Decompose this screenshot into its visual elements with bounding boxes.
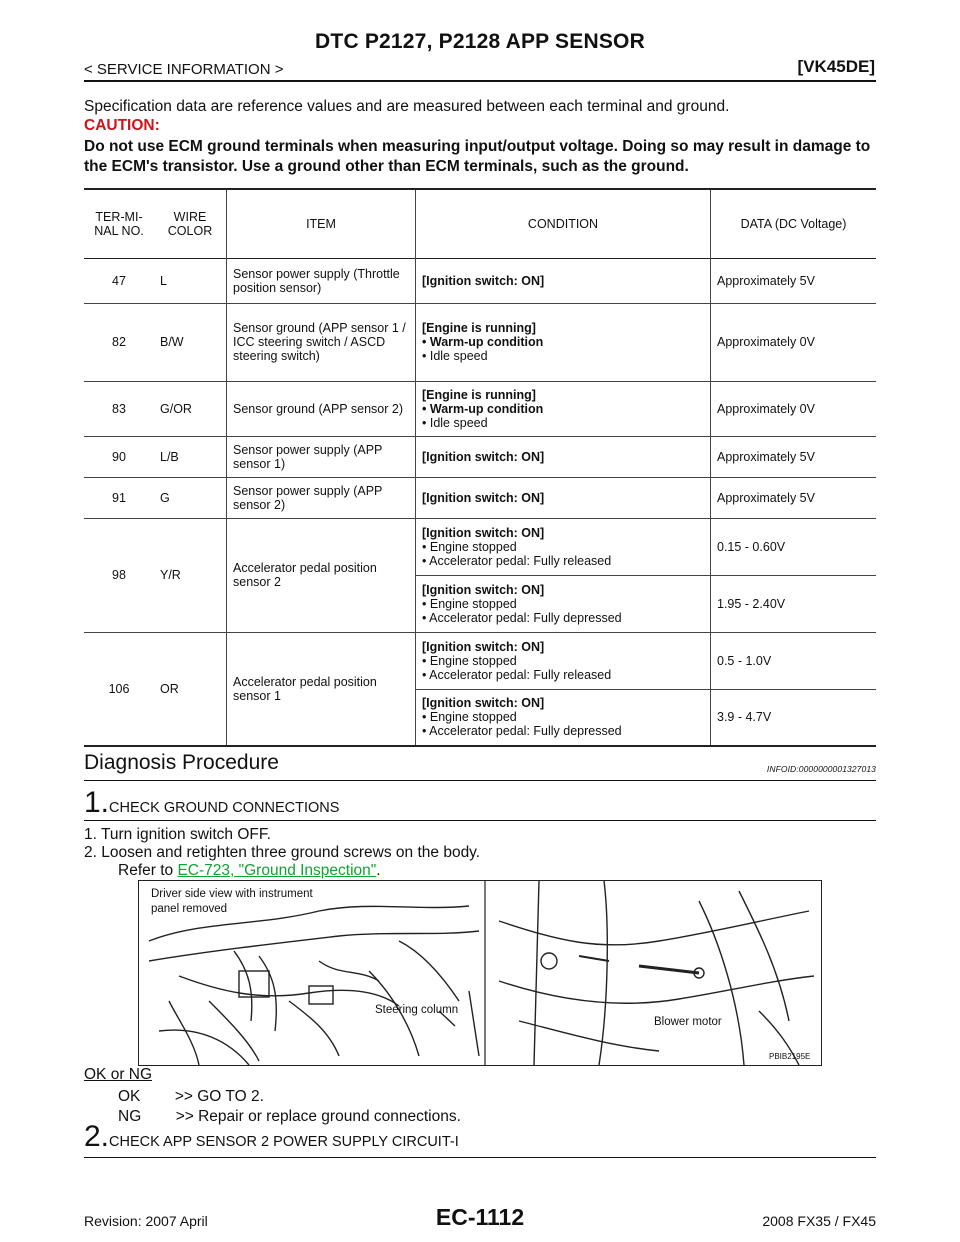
engine-code: [VK45DE] — [797, 57, 875, 76]
cell-data: 3.9 - 4.7V — [711, 689, 877, 746]
cell-item: Accelerator pedal position sensor 2 — [227, 518, 416, 632]
step-number: 1. — [84, 786, 110, 819]
cell-data: 0.15 - 0.60V — [711, 518, 877, 575]
cell-terminal: 90 — [112, 449, 126, 464]
cell-color: L/B — [160, 449, 179, 464]
refer-prefix: Refer to — [118, 862, 178, 879]
cell-data: Approximately 0V — [711, 303, 877, 381]
cell-color: B/W — [160, 335, 184, 349]
step-rule — [84, 820, 876, 821]
cell-condition: [Ignition switch: ON] — [422, 273, 545, 288]
table-row — [84, 518, 876, 575]
cell-condition-bullet: • Engine stopped — [422, 597, 704, 611]
cell-condition-bullet: • Warm-up condition — [422, 402, 704, 416]
step-number: 2. — [84, 1120, 110, 1153]
cell-color: L — [160, 273, 167, 288]
header-item: ITEM — [227, 189, 416, 258]
header-condition: CONDITION — [416, 189, 711, 258]
cell-terminal: 106 — [108, 681, 130, 696]
figure-caption-line1: Driver side view with instrument — [151, 888, 313, 900]
cell-data: 0.5 - 1.0V — [711, 632, 877, 689]
cell-item: Sensor power supply (Throttle position sensor) — [227, 258, 416, 303]
model-name: 2008 FX35 / FX45 — [762, 1213, 876, 1229]
ground-screws-illustration — [139, 881, 821, 1065]
table-row — [84, 477, 876, 518]
header-wire-color: WIRE COLOR — [167, 209, 213, 238]
cell-item: Sensor power supply (APP sensor 1) — [227, 436, 416, 477]
cell-terminal: 82 — [112, 335, 126, 349]
cell-condition: [Ignition switch: ON] — [422, 582, 545, 597]
table-row — [84, 381, 876, 436]
refer-suffix: . — [376, 862, 381, 879]
table-row — [84, 632, 876, 689]
figure-code: PBIB2195E — [769, 1052, 811, 1061]
cell-color: G — [160, 490, 170, 505]
cell-item: Sensor power supply (APP sensor 2) — [227, 477, 416, 518]
table-row — [84, 436, 876, 477]
cell-terminal: 47 — [112, 273, 126, 288]
step-title: CHECK APP SENSOR 2 POWER SUPPLY CIRCUIT-I — [109, 1134, 459, 1150]
cell-condition-bullet: • Idle speed — [422, 349, 704, 363]
cell-condition-bullet: • Accelerator pedal: Fully released — [422, 668, 704, 682]
table-header-row — [84, 189, 876, 258]
cell-item: Sensor ground (APP sensor 2) — [227, 381, 416, 436]
cell-color: G/OR — [160, 401, 192, 416]
cell-terminal: 83 — [112, 401, 126, 416]
intro-text: Specification data are reference values and are measured between each terminal and ground. — [84, 98, 730, 115]
reference-line — [118, 862, 381, 880]
table-row — [84, 303, 876, 381]
cell-color: OR — [160, 681, 179, 696]
page-number: EC-1112 — [435, 1204, 525, 1230]
list-item: 2. Loosen and retighten three ground screws on the body. — [84, 844, 481, 861]
cell-condition: [Ignition switch: ON] — [422, 449, 545, 464]
cell-condition-bullet: • Engine stopped — [422, 654, 704, 668]
cell-terminal: 91 — [112, 490, 126, 505]
ground-screws-figure — [138, 880, 822, 1066]
header-rule — [84, 80, 876, 82]
cell-item: Accelerator pedal position sensor 1 — [227, 632, 416, 746]
diagnosis-title: Diagnosis Procedure — [84, 751, 279, 774]
figure-label-blower: Blower motor — [654, 1016, 722, 1028]
cell-condition: [Ignition switch: ON] — [422, 639, 545, 654]
cell-condition: [Engine is running] — [422, 321, 536, 335]
revision-date: Revision: 2007 April — [84, 1213, 208, 1229]
ground-inspection-link[interactable]: EC-723, "Ground Inspection" — [177, 862, 377, 879]
page-title: DTC P2127, P2128 APP SENSOR — [315, 30, 645, 53]
cell-terminal: 98 — [112, 568, 126, 582]
list-item: 1. Turn ignition switch OFF. — [84, 826, 271, 843]
cell-condition: [Ignition switch: ON] — [422, 525, 545, 540]
cell-condition-bullet: • Engine stopped — [422, 540, 704, 554]
ok-result: OK >> GO TO 2. — [118, 1088, 264, 1105]
header-data: DATA (DC Voltage) — [711, 189, 877, 258]
cell-data: Approximately 5V — [711, 477, 877, 518]
ng-result: NG >> Repair or replace ground connections. — [118, 1108, 461, 1125]
cell-data: Approximately 5V — [711, 258, 877, 303]
cell-condition-bullet: • Accelerator pedal: Fully depressed — [422, 724, 704, 738]
caution-text: Do not use ECM ground terminals when measuring input/output voltage. Doing so may result in damage to the ECM's transistor. Use a ground other than ECM terminals, such as the ground. — [84, 138, 871, 175]
info-id: INFOID:0000000001327013 — [766, 764, 876, 774]
cell-condition: [Engine is running] — [422, 387, 536, 402]
step-1-list — [84, 826, 480, 862]
step-2-heading — [84, 1120, 459, 1154]
figure-label-steering: Steering column — [375, 1004, 459, 1016]
caution-label: CAUTION: — [84, 117, 160, 134]
step-title: CHECK GROUND CONNECTIONS — [109, 800, 340, 816]
cell-data: 1.95 - 2.40V — [711, 575, 877, 632]
ok-or-ng-label: OK or NG — [84, 1066, 153, 1083]
cell-condition-bullet: • Accelerator pedal: Fully released — [422, 554, 704, 568]
diagnosis-rule — [84, 780, 876, 781]
cell-condition: [Ignition switch: ON] — [422, 490, 545, 505]
section-label: < SERVICE INFORMATION > — [84, 61, 284, 78]
table-row — [84, 258, 876, 303]
cell-condition-bullet: • Idle speed — [422, 416, 704, 430]
cell-data: Approximately 0V — [711, 381, 877, 436]
cell-condition-bullet: • Engine stopped — [422, 710, 704, 724]
header-terminal: TER-MI-NAL NO. — [94, 209, 144, 238]
step-1-heading — [84, 786, 339, 820]
cell-color: Y/R — [160, 568, 181, 582]
figure-caption-line2: panel removed — [151, 903, 228, 915]
step-rule — [84, 1157, 876, 1158]
cell-condition-bullet: • Accelerator pedal: Fully depressed — [422, 611, 704, 625]
cell-condition: [Ignition switch: ON] — [422, 696, 545, 711]
terminal-spec-table — [84, 188, 876, 747]
cell-item: Sensor ground (APP sensor 1 / ICC steering switch / ASCD steering switch) — [227, 303, 416, 381]
cell-condition-bullet: • Warm-up condition — [422, 335, 704, 349]
cell-data: Approximately 5V — [711, 436, 877, 477]
